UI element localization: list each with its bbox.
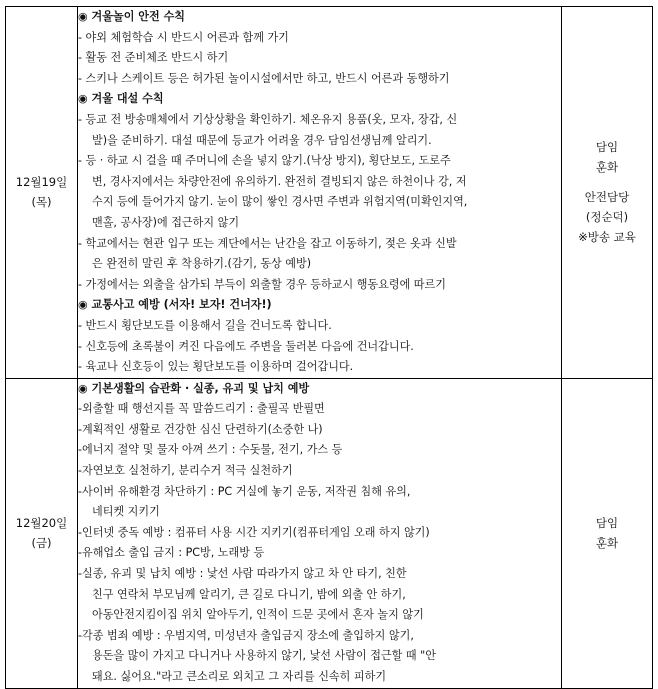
charge-label: 훈화 [595, 160, 619, 175]
content-line: -각종 범죄 예방 : 우범지역, 미성년자 출입금지 장소에 출입하지 않기, [78, 628, 414, 642]
content-line: -계획적인 생활로 건강한 심신 단련하기(소중한 나) [78, 422, 323, 436]
content-line: - 반드시 횡단보도를 이용해서 길을 건너도록 합니다. [78, 318, 332, 332]
content-line: - 야외 체험학습 시 반드시 어른과 함께 가기 [78, 30, 289, 44]
charge-cell [562, 378, 653, 688]
charge-label: 담임 [595, 140, 619, 155]
content-cell [78, 7, 562, 379]
section-heading: ◉ 겨울놀이 안전 수칙 [78, 10, 185, 23]
charge-label: (정순덕) [585, 210, 629, 225]
charge-label: 훈화 [595, 536, 619, 551]
schedule-row-dec20 [6, 378, 653, 688]
date-cell [6, 7, 78, 379]
content-line: - 학교에서는 현관 입구 또는 계단에서는 난간을 잡고 이동하기, 젖은 옷과 신발 [78, 236, 457, 250]
content-line: - 활동 전 준비체조 반드시 하기 [78, 51, 229, 65]
content-line: 발)을 준비하기. 대설 때문에 등교가 어려울 경우 담임선생님께 알리기. [92, 133, 432, 147]
content-line: 용돈을 많이 가지고 다니거나 사용하지 않기, 낯선 사람이 접근할 때 "안 [92, 649, 436, 663]
date-cell [6, 378, 78, 688]
schedule-row-dec19 [6, 7, 653, 379]
content-line: -사이버 유해환경 차단하기 : PC 거실에 놓기 운동, 저작권 침해 유의, [78, 484, 411, 498]
content-line: 돼요. 싫어요."라고 큰소리로 외치고 그 자리를 신속히 피하기 [92, 670, 387, 683]
section-heading: ◉ 기본생활의 습관화 · 실종, 유괴 및 납치 예방 [78, 381, 310, 395]
charge-label: 안전담당 [584, 190, 630, 205]
content-line: -에너지 절약 및 물자 아껴 쓰기 : 수돗물, 전기, 가스 등 [78, 443, 343, 457]
charge-label: 담임 [595, 516, 619, 531]
content-line: - 등 · 하교 시 걸을 때 주머니에 손을 넣지 않기.(낙상 방지), 횡단보도, 도로주 [78, 154, 451, 168]
content-line: 은 완전히 말린 후 착용하기.(감기, 동상 예방) [92, 257, 312, 271]
content-line: - 육교나 신호등이 있는 횡단보도를 이용하며 걸어갑니다. [78, 360, 354, 374]
weekday-label: (금) [31, 536, 52, 551]
content-line: - 스키나 스케이트 등은 허가된 놀이시설에서만 하고, 반드시 어른과 동행하기 [78, 71, 450, 85]
section-heading: ◉ 교통사고 예방 (서자! 보자! 건너자!) [78, 298, 272, 312]
content-line: - 등교 전 방송매체에서 기상상황을 확인하기. 체온유지 용품(옷, 모자, 장갑, 신 [78, 112, 458, 126]
content-line: 친구 연락처 부모님께 알리기, 큰 길로 다니기, 밤에 외출 안 하기, [92, 587, 406, 601]
content-line: -인터넷 중독 예방 : 컴퓨터 사용 시간 지키기(컴퓨터게임 오래 하지 않기) [78, 525, 430, 539]
charge-cell [562, 7, 653, 379]
date-label: 12월20일 [15, 516, 68, 531]
content-line: -유해업소 출입 금지 : PC방, 노래방 등 [78, 546, 265, 560]
content-cell [78, 378, 562, 688]
content-line: -실종, 유괴 및 납치 예방 : 낯선 사람 따라가지 않고 차 안 타기, 친한 [78, 567, 407, 581]
content-line: 맨홀, 공사장)에 접근하지 않기 [92, 215, 240, 229]
content-line: 아동안전지킴이집 위치 알아두기, 인적이 드문 곳에서 혼자 놀지 않기 [92, 608, 424, 622]
content-line: - 신호등에 초록불이 켜진 다음에도 주변을 둘러본 다음에 건너갑니다. [78, 339, 414, 353]
content-line: 네티켓 지키기 [92, 505, 160, 519]
charge-label: ※방송 교육 [578, 230, 636, 245]
date-label: 12월19일 [15, 175, 68, 190]
section-heading: ◉ 겨울 대설 수칙 [78, 92, 164, 106]
content-line: -외출할 때 행선지를 꼭 말씀드리기 : 출필곡 반필면 [78, 402, 325, 416]
content-line: 변, 경사지에서는 차량안전에 유의하기. 완전히 결빙되지 않은 하천이나 강, 저 [92, 174, 467, 188]
content-line: -자연보호 실천하기, 분리수거 적극 실천하기 [78, 464, 293, 478]
content-line: 수지 등에 들어가지 않기. 눈이 많이 쌓인 경사면 주변과 위험지역(미확인지역, [92, 195, 468, 209]
content-line: - 가정에서는 외출을 삼가되 부득이 외출할 경우 등하교시 행동요령에 따르기 [78, 277, 446, 291]
weekday-label: (목) [31, 195, 52, 210]
schedule-table [5, 6, 653, 689]
